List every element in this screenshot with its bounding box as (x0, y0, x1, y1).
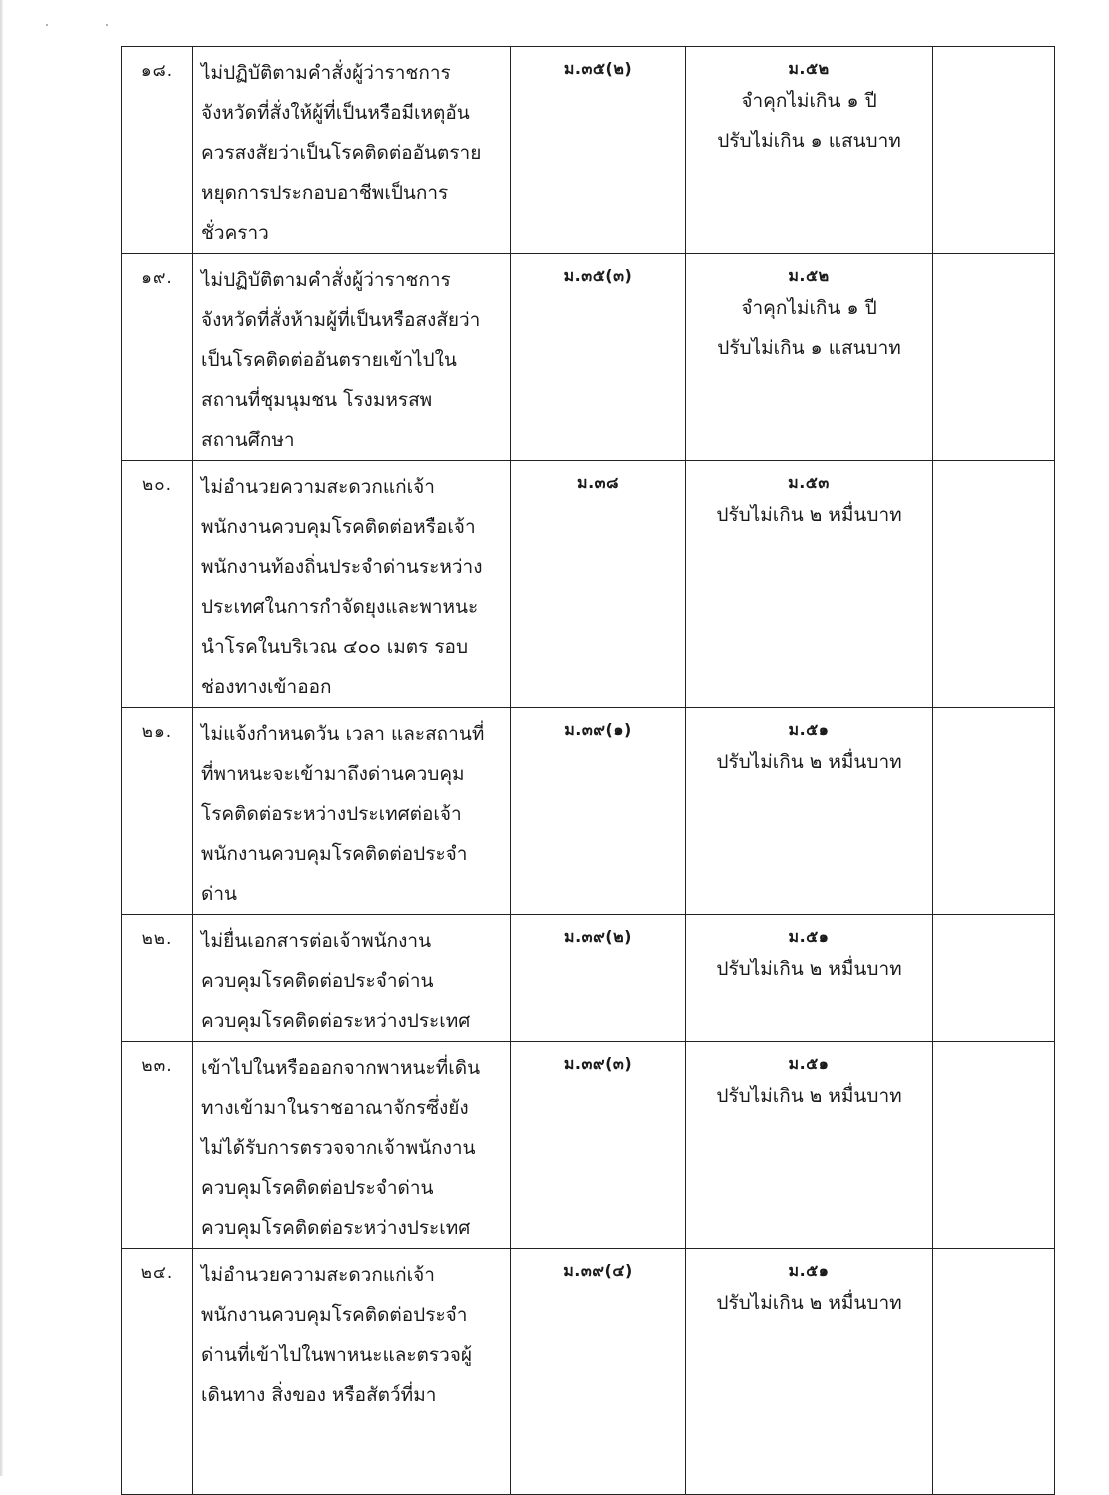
item-number: ๒๑. (122, 708, 193, 915)
description-line: ควบคุมโรคติดต่อระหว่างประเทศ (201, 1217, 471, 1239)
description-line: ชั่วคราว (201, 222, 269, 244)
description-line: ควบคุมโรคติดต่อประจำด่าน (201, 1177, 434, 1199)
offense-description (193, 254, 511, 461)
table-row (122, 461, 1055, 708)
penalty-line: ปรับไม่เกิน ๒ หมื่นบาท (716, 958, 902, 980)
law-section: ม.๓๘ (511, 461, 686, 708)
description-line: ควบคุมโรคติดต่อประจำด่าน (201, 970, 434, 992)
table-row (122, 915, 1055, 1042)
offense-description (193, 461, 511, 708)
description-line: ไม่แจ้งกำหนดวัน เวลา และสถานที่ (201, 723, 485, 745)
description-line: ด่าน (201, 883, 237, 905)
description-line: ไม่ปฏิบัติตามคำสั่งผู้ว่าราชการ (201, 269, 451, 291)
law-section: ม.๓๕(๒) (511, 47, 686, 254)
penalty-line: ปรับไม่เกิน ๒ หมื่นบาท (716, 1292, 902, 1314)
description-line: ที่พาหนะจะเข้ามาถึงด่านควบคุม (201, 763, 465, 785)
description-line: พนักงานท้องถิ่นประจำด่านระหว่าง (201, 556, 483, 578)
penalty-line: ปรับไม่เกิน ๑ แสนบาท (717, 337, 901, 359)
penalty-section: ม.๕๑ (788, 1054, 830, 1073)
note-cell (933, 1249, 1055, 1495)
item-number: ๒๓. (122, 1042, 193, 1249)
description-line: จังหวัดที่สั่งให้ผู้ที่เป็นหรือมีเหตุอัน (201, 102, 470, 124)
penalty-line: ปรับไม่เกิน ๒ หมื่นบาท (716, 1085, 902, 1107)
description-line: ควรสงสัยว่าเป็นโรคติดต่ออันตราย (201, 142, 482, 164)
description-line: นำโรคในบริเวณ ๔๐๐ เมตร รอบ (201, 636, 469, 658)
description-line: ทางเข้ามาในราชอาณาจักรซึ่งยัง (201, 1097, 469, 1119)
law-section: ม.๓๙(๓) (511, 1042, 686, 1249)
penalty-cell (686, 47, 933, 254)
description-line: ไม่ยื่นเอกสารต่อเจ้าพนักงาน (201, 930, 432, 952)
penalty-line: จำคุกไม่เกิน ๑ ปี (741, 297, 877, 319)
description-line: พนักงานควบคุมโรคติดต่อหรือเจ้า (201, 516, 476, 538)
description-line: ไม่อำนวยความสะดวกแก่เจ้า (201, 1264, 435, 1286)
note-cell (933, 708, 1055, 915)
penalty-cell (686, 1249, 933, 1495)
offense-description (193, 1042, 511, 1249)
penalty-line: ปรับไม่เกิน ๒ หมื่นบาท (716, 751, 902, 773)
description-line: ควบคุมโรคติดต่อระหว่างประเทศ (201, 1010, 471, 1032)
table-row (122, 47, 1055, 254)
law-section: ม.๓๕(๓) (511, 254, 686, 461)
item-number: ๒๒. (122, 915, 193, 1042)
description-line: ด่านที่เข้าไปในพาหนะและตรวจผู้ (201, 1344, 473, 1366)
offense-description (193, 47, 511, 254)
penalty-section: ม.๕๓ (788, 473, 830, 492)
description-line: ไม่อำนวยความสะดวกแก่เจ้า (201, 476, 435, 498)
description-line: หยุดการประกอบอาชีพเป็นการ (201, 182, 449, 204)
penalty-section: ม.๕๑ (788, 720, 830, 739)
description-line: พนักงานควบคุมโรคติดต่อประจำ (201, 1304, 468, 1326)
scan-speck (106, 24, 108, 26)
penalty-cell (686, 915, 933, 1042)
note-cell (933, 461, 1055, 708)
description-line: สถานศึกษา (201, 429, 295, 451)
item-number: ๑๘. (122, 47, 193, 254)
item-number: ๒๐. (122, 461, 193, 708)
note-cell (933, 254, 1055, 461)
scan-speck (46, 24, 48, 26)
offense-description (193, 915, 511, 1042)
scan-edge (0, 0, 3, 1476)
penalty-cell (686, 461, 933, 708)
offense-description (193, 1249, 511, 1495)
penalty-section: ม.๕๒ (788, 266, 830, 285)
law-section: ม.๓๙(๒) (511, 915, 686, 1042)
penalty-cell (686, 708, 933, 915)
item-number: ๒๔. (122, 1249, 193, 1495)
penalty-cell (686, 254, 933, 461)
offense-description (193, 708, 511, 915)
description-line: ช่องทางเข้าออก (201, 676, 332, 698)
description-line: สถานที่ชุมนุมชน โรงมหรสพ (201, 389, 433, 411)
penalty-section: ม.๕๒ (788, 59, 830, 78)
note-cell (933, 915, 1055, 1042)
description-line: ไม่ปฏิบัติตามคำสั่งผู้ว่าราชการ (201, 62, 451, 84)
penalty-line: ปรับไม่เกิน ๑ แสนบาท (717, 130, 901, 152)
table-row (122, 1249, 1055, 1495)
penalty-section: ม.๕๑ (788, 1261, 830, 1280)
item-number: ๑๙. (122, 254, 193, 461)
law-section: ม.๓๙(๔) (511, 1249, 686, 1495)
table-row (122, 708, 1055, 915)
penalty-cell (686, 1042, 933, 1249)
table-row (122, 254, 1055, 461)
offense-penalty-table (121, 46, 1055, 1495)
table-row (122, 1042, 1055, 1249)
penalty-section: ม.๕๑ (788, 927, 830, 946)
penalty-line: จำคุกไม่เกิน ๑ ปี (741, 90, 877, 112)
description-line: ไม่ได้รับการตรวจจากเจ้าพนักงาน (201, 1137, 476, 1159)
description-line: เดินทาง สิ่งของ หรือสัตว์ที่มา (201, 1384, 437, 1406)
description-line: เข้าไปในหรือออกจากพาหนะที่เดิน (201, 1057, 481, 1079)
description-line: โรคติดต่อระหว่างประเทศต่อเจ้า (201, 803, 462, 825)
penalty-line: ปรับไม่เกิน ๒ หมื่นบาท (716, 504, 902, 526)
law-section: ม.๓๙(๑) (511, 708, 686, 915)
description-line: ประเทศในการกำจัดยุงและพาหนะ (201, 596, 479, 618)
description-line: จังหวัดที่สั่งห้ามผู้ที่เป็นหรือสงสัยว่า (201, 309, 481, 331)
description-line: เป็นโรคติดต่ออันตรายเข้าไปใน (201, 349, 457, 371)
note-cell (933, 1042, 1055, 1249)
note-cell (933, 47, 1055, 254)
description-line: พนักงานควบคุมโรคติดต่อประจำ (201, 843, 468, 865)
